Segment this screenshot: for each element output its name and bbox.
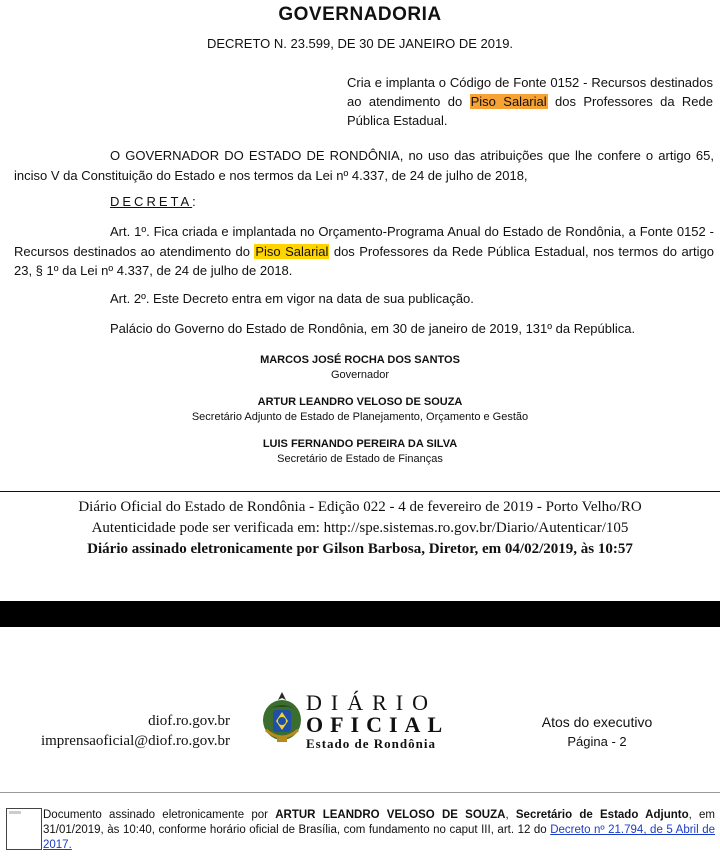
site-link[interactable]: diof.ro.gov.br: [148, 713, 230, 729]
state-coat-of-arms-icon: [260, 690, 304, 746]
decree-link[interactable]: Decreto nº 21.794, de 5 Abril de 2017.: [43, 824, 715, 851]
note-signatory-name: ARTUR LEANDRO VELOSO DE SOUZA: [275, 809, 506, 821]
diario-oficial-logo: [306, 692, 466, 752]
decreta-heading: [110, 194, 196, 209]
ementa-text-before: Cria e implanta o Código de Fonte 0152 - Recursos destinados ao atendimento do: [347, 75, 713, 109]
bottom-divider: [0, 792, 720, 793]
page-title: GOVERNADORIA: [278, 4, 442, 25]
note-text-3: , em 31/01/2019, às 10:40, conforme horário oficial de Brasília, com fundamento no caput III, art. 12 do: [43, 809, 715, 836]
section-info: [522, 712, 672, 752]
signature-stamp-icon: [6, 808, 42, 850]
section-label: Atos do executivo: [541, 714, 653, 730]
article-2: Art. 2º. Este Decreto entra em vigor na data de sua publicação.: [110, 291, 474, 306]
signature-block-2: [0, 395, 720, 425]
footer-divider: [0, 491, 720, 492]
authenticity-line: Autenticidade pode ser verificada em: http://spe.sistemas.ro.gov.br/Diario/Autenticar/105: [91, 520, 629, 536]
email-link[interactable]: imprensaoficial@diof.ro.gov.br: [40, 733, 230, 749]
signatory-name: LUIS FERNANDO PEREIRA DA SILVA: [262, 438, 458, 450]
signatory-name: MARCOS JOSÉ ROCHA DOS SANTOS: [260, 354, 460, 366]
signatory-role: Secretário de Estado de Finanças: [277, 453, 443, 465]
logo-line-3: Estado de Rondônia: [306, 736, 436, 751]
note-text-2: ,: [505, 809, 516, 821]
article-1: [14, 222, 714, 281]
signed-line: Diário assinado eletronicamente por Gilson Barbosa, Diretor, em 04/02/2019, às 10:57: [87, 541, 633, 557]
logo-line-1: DIÁRIO: [306, 690, 437, 715]
article-1-highlight: Piso Salarial: [255, 243, 329, 259]
note-signatory-role: Secretário de Estado Adjunto: [515, 809, 689, 821]
decreta-word: DECRETA: [110, 194, 193, 209]
article-1-before: Art. 1º. Fica criada e implantada no Orçamento-Programa Anual do Estado de Rondônia, a Fonte 0152 - Recursos destinados ao atendimento do: [14, 224, 714, 259]
closing-paragraph: Palácio do Governo do Estado de Rondônia, em 30 de janeiro de 2019, 131º da República.: [110, 321, 636, 336]
logo-line-2: OFICIAL: [306, 712, 450, 737]
signatory-name: ARTUR LEANDRO VELOSO DE SOUZA: [257, 396, 463, 408]
electronic-signature-note: [43, 808, 715, 853]
page-break-bar: [0, 601, 720, 627]
ementa: [347, 73, 713, 130]
ementa-highlight: Piso Salarial: [470, 94, 547, 109]
diario-footer: [0, 497, 720, 560]
decree-number: DECRETO N. 23.599, DE 30 DE JANEIRO DE 2019.: [206, 36, 514, 51]
decreta-colon: :: [192, 194, 196, 209]
article-1-after: dos Professores da Rede Pública Estadual, nos termos do artigo 23, § 1º da Lei nº 4.337, de 24 de julho de 2018.: [14, 243, 714, 278]
ementa-text-after: dos Professores da Rede Pública Estadual.: [347, 94, 714, 128]
preamble-paragraph: O GOVERNADOR DO ESTADO DE RONDÔNIA, no uso das atribuições que lhe confere o artigo 65, inciso V da Constituição do Estado e nos termos da Lei nº 4.337, de 24 de julho de 2018,: [14, 148, 714, 183]
signatory-role: Governador: [330, 369, 390, 381]
signature-block-1: [0, 353, 720, 383]
note-text-1: Documento assinado eletronicamente por: [43, 809, 276, 821]
signature-block-3: [0, 437, 720, 467]
signatory-role: Secretário Adjunto de Estado de Planejamento, Orçamento e Gestão: [191, 411, 529, 423]
contact-block: [20, 711, 230, 751]
edition-line: Diário Oficial do Estado de Rondônia - Edição 022 - 4 de fevereiro de 2019 - Porto Velho/RO: [78, 499, 642, 515]
page-number: Página - 2: [567, 734, 627, 749]
